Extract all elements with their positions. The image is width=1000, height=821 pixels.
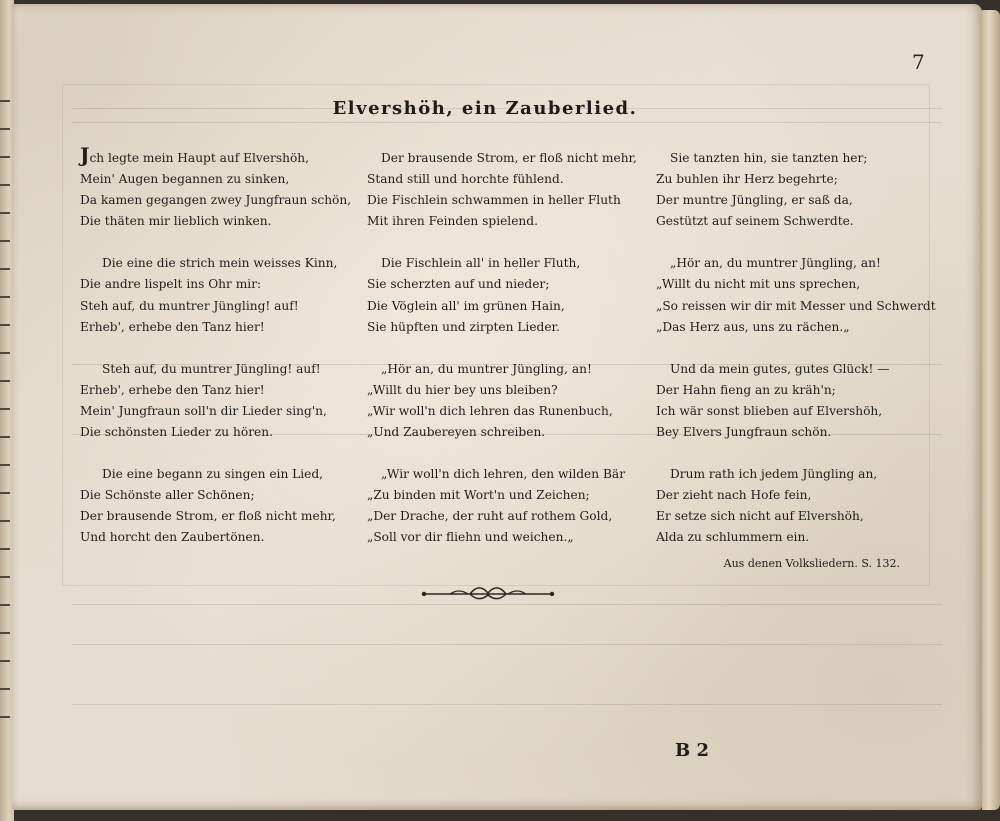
verse-line: Sie scherzten auf und nieder;: [367, 277, 550, 292]
poem-column-1: [80, 143, 352, 570]
verse-line: Steh auf, du muntrer Jüngling! auf!: [80, 298, 299, 313]
verse-line: Bey Elvers Jungfraun schön.: [656, 425, 832, 440]
verse-line: Mein' Augen begannen zu sinken,: [80, 172, 290, 187]
verse-line: „Willt du nicht mit uns sprechen,: [656, 277, 861, 292]
poem-column-2: [367, 148, 637, 570]
verse-line: Der brausende Strom, er floß nicht mehr,: [381, 151, 637, 165]
stanza: [80, 253, 350, 337]
verse-line: Zu buhlen ihr Herz begehrte;: [656, 172, 838, 187]
verse-line: „Hör an, du muntrer Jüngling, an!: [381, 361, 592, 376]
stanza: [80, 464, 350, 548]
bleed-through-staff-line: [72, 604, 942, 605]
verse-line: „Das Herz aus, uns zu rächen.„: [656, 319, 850, 334]
verse-line: Mit ihren Feinden spielend.: [367, 214, 538, 229]
verse-line: Der zieht nach Hofe fein,: [656, 488, 812, 503]
stanza: [656, 464, 926, 548]
verse-line: Und horcht den Zaubertönen.: [80, 530, 265, 545]
verse-line: „Und Zaubereyen schreiben.: [367, 425, 546, 440]
measuring-ruler: [0, 100, 10, 720]
verse-line: Die Fischlein all' in heller Fluth,: [381, 256, 581, 271]
poem-column-3: [656, 148, 936, 570]
verse-line: Die Vöglein all' im grünen Hain,: [367, 298, 565, 313]
drop-cap: J: [80, 143, 90, 167]
verse-line: Gestützt auf seinem Schwerdte.: [656, 214, 854, 229]
verse-line: Die thäten mir lieblich winken.: [80, 214, 272, 229]
page-number: 7: [912, 50, 925, 74]
stanza: [80, 359, 350, 443]
verse-line: Steh auf, du muntrer Jüngling! auf!: [102, 361, 321, 376]
stanza: [656, 148, 926, 232]
stanza: [656, 253, 936, 337]
verse-line: Er setze sich nicht auf Elvershöh,: [656, 509, 864, 524]
verse-line: „Wir woll'n dich lehren das Runenbuch,: [367, 403, 613, 418]
verse-line: Der brausende Strom, er floß nicht mehr,: [80, 509, 336, 524]
verse-line: Ich wär sonst blieben auf Elvershöh,: [656, 403, 883, 418]
stanza: [80, 143, 352, 232]
stanza: [367, 253, 637, 337]
stanza: [656, 359, 926, 443]
bleed-through-staff-line: [72, 644, 942, 645]
stanza: [367, 148, 637, 232]
bleed-through-staff-line: [72, 704, 942, 705]
verse-line: [80, 143, 350, 169]
verse-line: Die eine begann zu singen ein Lied,: [102, 467, 324, 482]
verse-line: Stand still und horchte fühlend.: [367, 172, 564, 187]
verse-line: „Soll vor dir fliehn und weichen.„: [367, 530, 574, 545]
verse-line: Sie tanzten hin, sie tanzten her;: [670, 151, 868, 165]
verse-line: Erheb', erhebe den Tanz hier!: [80, 319, 265, 334]
verse-line: „So reissen wir dir mit Messer und Schwerdt: [656, 298, 936, 313]
stanza: [367, 359, 637, 443]
verse-line: Mein' Jungfraun soll'n dir Lieder sing'n,: [80, 403, 327, 418]
verse-line: Die eine die strich mein weisses Kinn,: [102, 256, 338, 271]
stanza: [367, 464, 637, 548]
verse-line: Da kamen gegangen zwey Jungfraun schön,: [80, 193, 352, 208]
verse-line: Die schönsten Lieder zu hören.: [80, 425, 273, 440]
verse-line: „Wir woll'n dich lehren, den wilden Bär: [381, 467, 626, 482]
signature-mark: B 2: [675, 740, 710, 761]
verse-line: Drum rath ich jedem Jüngling an,: [670, 467, 878, 482]
verse-text: ch legte mein Haupt auf Elvershöh,: [89, 151, 310, 165]
verse-line: Der Hahn fieng an zu kräh'n;: [656, 382, 836, 397]
verse-line: Der muntre Jüngling, er saß da,: [656, 193, 853, 208]
verse-line: Die Fischlein schwammen in heller Fluth: [367, 193, 621, 208]
source-note: Aus denen Volksliedern. S. 132.: [723, 557, 900, 570]
ornament-divider-icon: [420, 584, 556, 602]
verse-line: Und da mein gutes, gutes Glück! —: [670, 361, 890, 376]
verse-line: Die Schönste aller Schönen;: [80, 488, 255, 503]
verse-line: „Willt du hier bey uns bleiben?: [367, 382, 558, 397]
verse-line: Erheb', erhebe den Tanz hier!: [80, 382, 265, 397]
right-page-edge: [982, 10, 1000, 810]
verse-line: Sie hüpften und zirpten Lieder.: [367, 319, 560, 334]
verse-line: „Der Drache, der ruht auf rothem Gold,: [367, 509, 613, 524]
verse-line: „Zu binden mit Wort'n und Zeichen;: [367, 488, 590, 503]
verse-line: Die andre lispelt ins Ohr mir:: [80, 277, 262, 292]
poem-title: Elvershöh, ein Zauberlied.: [332, 98, 638, 119]
verse-line: „Hör an, du muntrer Jüngling, an!: [670, 256, 881, 271]
verse-line: Alda zu schlummern ein.: [656, 530, 810, 545]
